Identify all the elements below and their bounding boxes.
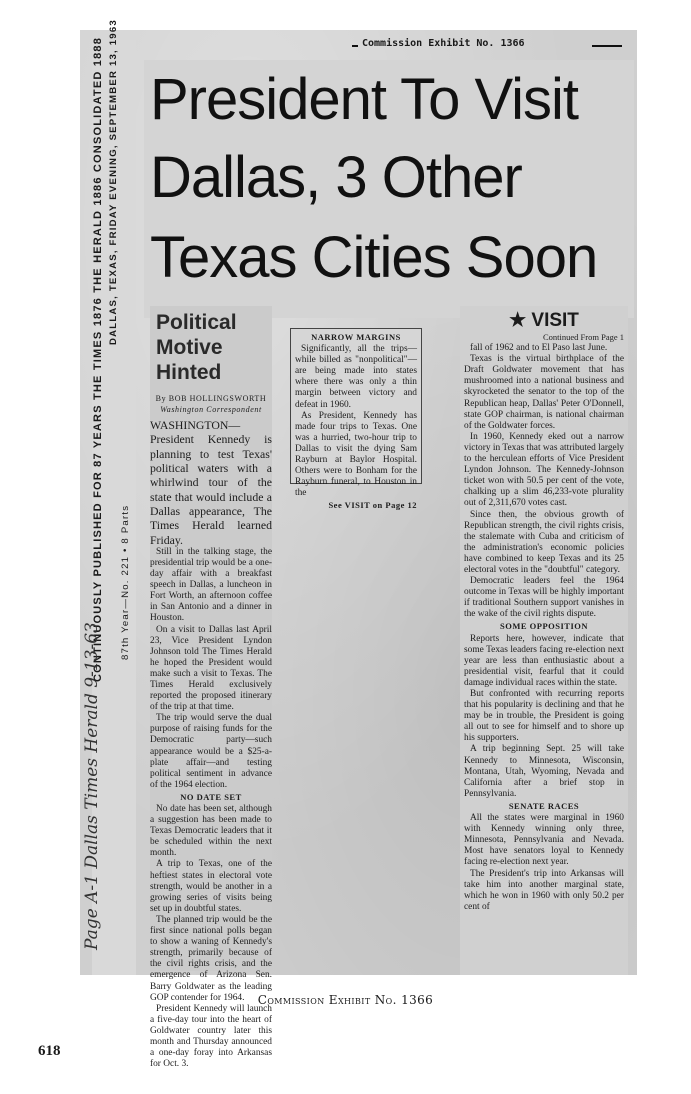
visit-jump-head: ★ VISIT <box>509 310 579 331</box>
handwritten-note: Page A-1 Dallas Times Herald 9-13-63 <box>82 622 102 950</box>
page-number: 618 <box>38 1043 61 1059</box>
article-paragraph: All the states were marginal in 1960 with Kennedy winning only three, Minnesota, Pennsylvania and Nevada. Most have senators loyal to Kennedy facing re-election next year. <box>464 813 624 868</box>
article-paragraph: As President, Kennedy has made four trips to Texas. One was a hurried, two-hour trip to Dallas to visit the dying Sam Rayburn at Baylor Hospital. Others were to Bonham for the Rayburn funeral, to Houston in the <box>295 410 417 499</box>
lede-paragraph: WASHINGTON—President Kennedy is planning to test Texas' political waters with a whirlwind tour of the state that would include a Dallas appearance, The Times Herald learned Friday. <box>150 418 272 547</box>
article-paragraph: But confronted with recurring reports that his popularity is declining and that he may be in trouble, the President is going all out to see for himself and to shore up his supporters. <box>464 689 624 744</box>
newspaper-clipping-scan <box>80 19 637 1070</box>
sidehead-line1: Political <box>156 311 237 334</box>
subhead-no-date-set: NO DATE SET <box>180 791 242 802</box>
sidehead-line3: Hinted <box>156 361 222 384</box>
subhead-some-opposition: SOME OPPOSITION <box>499 621 589 632</box>
middle-box <box>290 328 422 511</box>
article-paragraph: The President's trip into Arkansas will take him into another marginal state, which he won in 1960 with only 50.2 per cent of <box>464 868 624 912</box>
article-paragraph: On a visit to Dallas last April 23, Vice President Lyndon Johnson told The Times Herald he hoped the President would make such a visit to Texas. The Times Herald exclusively reported the proposed itinerary of the trip at that time. <box>150 624 272 713</box>
exhibit-top-text: Commission Exhibit No. 1366 <box>362 38 525 49</box>
masthead-line1: CONTINUOUSLY PUBLISHED FOR 87 YEARS THE TIMES 1876 THE HERALD 1886 CONSOLIDATED 1888 <box>92 36 104 682</box>
masthead-dateline: DALLAS, TEXAS, FRIDAY EVENING, SEPTEMBER 13, 1963 <box>108 19 119 345</box>
exhibit-top-label <box>80 34 637 58</box>
article-paragraph: The trip would serve the dual purpose of raising funds for the Democratic party—such appearance would be a $25-a-plate affair—and testing political sentiment in advance of the 1964 election. <box>150 713 272 790</box>
headline-line3: Texas Cities Soon <box>150 225 598 290</box>
headline-line2: Dallas, 3 Other <box>150 145 522 210</box>
article-paragraph: The planned trip would be the first since national polls began to show a waning of Kennedy's strength, primarily because of the civil rights crisis, and the emergence of Arizona Sen. Barry Goldwater as the leading GOP contender for 1964. <box>150 914 272 1003</box>
subhead-senate-races: SENATE RACES <box>508 800 580 811</box>
article-paragraph: A trip to Texas, one of the heftiest states in electoral vote strength, would be another in a growing series of visits being set up in doubtful states. <box>150 859 272 914</box>
byline-title: Washington Correspondent <box>160 405 262 415</box>
sidehead <box>150 306 272 393</box>
article-paragraph: fall of 1962 and to El Paso last June. <box>470 343 608 354</box>
article-paragraph: Since then, the obvious growth of Republican strength, the civil rights crisis, the stalemate with Cuba and criticism of the administration's economic policies have combined to keep Texas and its 25 electoral votes in the "doubtful" category. <box>464 509 624 575</box>
sidehead-line2: Motive <box>156 336 223 359</box>
left-article-column <box>150 306 272 1070</box>
continued-line: Continued From Page 1 <box>543 332 624 342</box>
headline-block <box>144 60 634 318</box>
article-paragraph: Reports here, however, indicate that some Texas leaders facing re-election next year are less than enthusiastic about a presidential visit, fearful that it could damage individual races within the state. <box>464 633 624 688</box>
right-article-column <box>460 306 628 975</box>
jump-line: See VISIT on Page 12 <box>328 500 417 511</box>
subhead-narrow-margins: NARROW MARGINS <box>311 332 401 342</box>
exhibit-rule-right <box>592 45 622 47</box>
article-paragraph: No date has been set, although a suggestion has been made to Texas Democratic leaders that it be scheduled within the next month. <box>150 804 272 859</box>
exhibit-rule-left <box>352 45 358 47</box>
masthead-edition: 87th Year—No. 221 • 8 Parts <box>120 504 131 660</box>
byline: By BOB HOLLINGSWORTH <box>155 394 267 403</box>
exhibit-caption: Commission Exhibit No. 1366 <box>257 993 434 1007</box>
headline-line1: President To Visit <box>150 67 578 132</box>
article-paragraph: Democratic leaders feel the 1964 outcome in Texas will be highly important if traditional Southern support vanishes in the wake of the civil rights dispute. <box>464 576 624 620</box>
article-paragraph: President Kennedy will launch a five-day tour into the heart of Goldwater country later this month and Thursday announced a one-day foray into Arkansas for Oct. 3. <box>150 1003 272 1070</box>
article-paragraph: In 1960, Kennedy eked out a narrow victory in Texas that was attributed largely to the herculean efforts of Vice President Lyndon Johnson. The Kennedy-Johnson ticket won with 50.5 per cent of the vote, chalking up a slim 46,233-vote plurality out of 2,311,670 votes cast. <box>464 431 624 509</box>
article-paragraph: A trip beginning Sept. 25 will take Kennedy to Minnesota, Wisconsin, Montana, Utah, Wyoming, Nevada and California after a brief stop in Pennsylvania. <box>464 744 624 799</box>
article-paragraph: Significantly, all the trips—while billed as "nonpolitical"—are being made into states where there was only a thin margin between victory and defeat in 1960. <box>295 344 417 410</box>
article-paragraph: Still in the talking stage, the presidential trip would be a one-day affair with a breakfast speech in Dallas, a luncheon in Fort Worth, an afternoon coffee in San Antonio and a dinner in Houston. <box>150 546 272 624</box>
article-paragraph: Texas is the virtual birthplace of the Draft Goldwater movement that has mushroomed into a national business and skyrocketed the senator to the top of the Republican heap, Dallas' Peter O'Donnell, state GOP chairman, is national chairman of the Goldwater forces. <box>464 354 624 431</box>
